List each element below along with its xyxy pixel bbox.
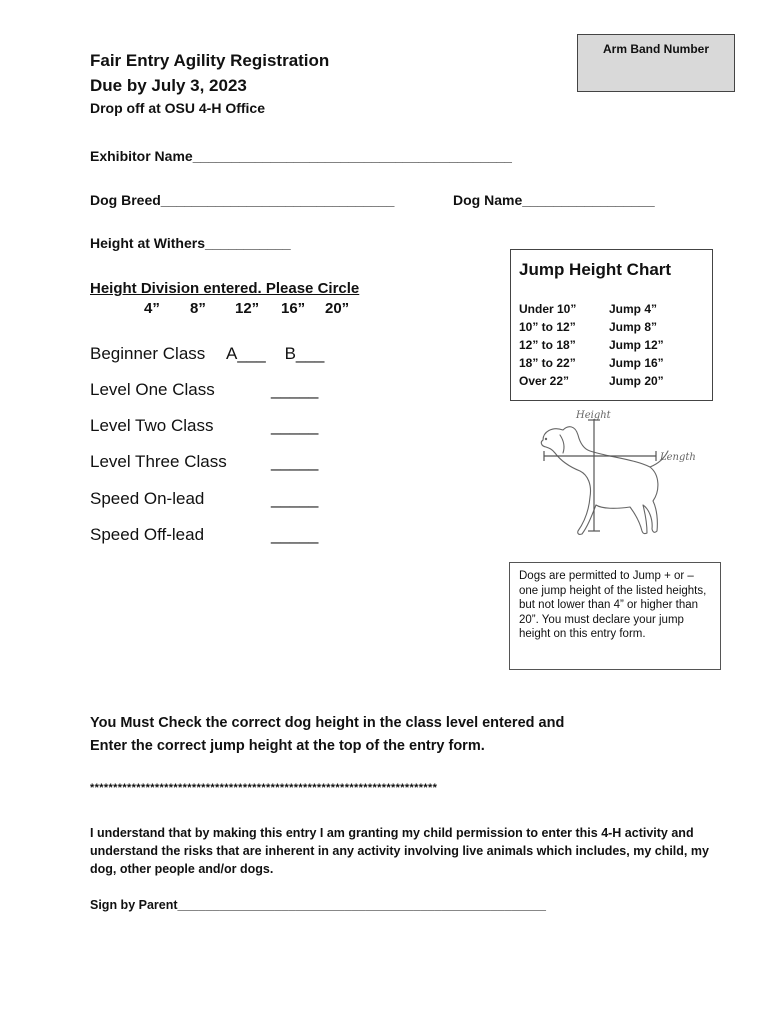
chart-jump: Jump 16” xyxy=(609,356,664,370)
due-date: Due by July 3, 2023 xyxy=(90,76,247,95)
chart-row xyxy=(519,302,658,316)
height-at-withers-field[interactable]: Height at Withers___________ xyxy=(90,235,291,251)
class-blank-level-one[interactable]: _____ xyxy=(271,380,319,399)
chart-jump: Jump 4” xyxy=(609,302,658,316)
chart-row xyxy=(519,356,664,370)
dog-breed-field[interactable]: Dog Breed______________________________ xyxy=(90,192,395,208)
exhibitor-name-field[interactable]: Exhibitor Name_________________________________________ xyxy=(90,148,512,164)
division-option-4[interactable]: 4” xyxy=(144,300,160,317)
jump-chart-title: Jump Height Chart xyxy=(519,260,672,279)
dog-name-field[interactable]: Dog Name_________________ xyxy=(453,192,655,208)
jump-height-chart xyxy=(510,249,713,401)
class-label-level-three: Level Three Class xyxy=(90,452,227,471)
class-blank-speed-on-lead[interactable]: _____ xyxy=(271,489,319,508)
chart-range: 10” to 12” xyxy=(519,320,576,334)
division-option-16[interactable]: 16” xyxy=(281,300,306,317)
division-option-8[interactable]: 8” xyxy=(190,300,206,317)
division-option-20[interactable]: 20” xyxy=(325,300,350,317)
chart-jump: Jump 8” xyxy=(609,320,658,334)
jump-height-note: Dogs are permitted to Jump + or – one jump height of the listed heights, but not lower than 4” or higher than 20”. You must declare your jump height on this entry form. xyxy=(509,562,721,670)
instruction-line-1: You Must Check the correct dog height in the class level entered and xyxy=(90,715,565,731)
division-option-12[interactable]: 12” xyxy=(235,300,260,317)
class-label-beginner: Beginner Class xyxy=(90,344,206,363)
length-label: Length xyxy=(660,452,696,463)
chart-range: Under 10” xyxy=(519,302,577,316)
arm-band-label: Arm Band Number xyxy=(602,42,709,56)
height-label: Height xyxy=(576,410,611,421)
class-blank-level-two[interactable]: _____ xyxy=(271,416,319,435)
chart-jump: Jump 20” xyxy=(609,374,664,388)
chart-row xyxy=(519,374,664,388)
chart-range: 18” to 22” xyxy=(519,356,576,370)
dog-silhouette-icon xyxy=(541,427,668,535)
dog-nose-icon xyxy=(545,438,547,440)
height-division-heading: Height Division entered. Please Circle xyxy=(90,280,360,297)
class-label-level-two: Level Two Class xyxy=(90,416,214,435)
chart-range: Over 22” xyxy=(519,374,570,388)
class-label-speed-off-lead: Speed Off-lead xyxy=(90,525,205,544)
arm-band-number-box[interactable] xyxy=(577,34,735,92)
chart-jump: Jump 12” xyxy=(609,338,664,352)
parent-signature-field[interactable]: Sign by Parent_____________________________________________________ xyxy=(90,898,546,912)
class-blank-beginner[interactable]: A___ B___ xyxy=(226,344,325,363)
class-label-speed-on-lead: Speed On-lead xyxy=(90,489,205,508)
class-blank-level-three[interactable]: _____ xyxy=(271,452,319,471)
chart-range: 12” to 18” xyxy=(519,338,576,352)
class-label-level-one: Level One Class xyxy=(90,380,215,399)
chart-row xyxy=(519,338,664,352)
chart-row xyxy=(519,320,658,334)
form-title: Fair Entry Agility Registration xyxy=(90,51,330,70)
class-blank-speed-off-lead[interactable]: _____ xyxy=(271,525,319,544)
parent-permission-statement: I understand that by making this entry I am granting my child permission to enter this 4-H activity and understand the risks that are inherent in any activity involving live animals which includes, my child, my dog, other people and/or dogs. xyxy=(90,826,709,876)
instruction-line-2: Enter the correct jump height at the top of the entry form. xyxy=(90,738,485,754)
dog-measurement-diagram xyxy=(530,405,710,545)
dropoff-location: Drop off at OSU 4-H Office xyxy=(90,100,266,116)
separator-line: *************************************************************************** xyxy=(90,782,438,794)
